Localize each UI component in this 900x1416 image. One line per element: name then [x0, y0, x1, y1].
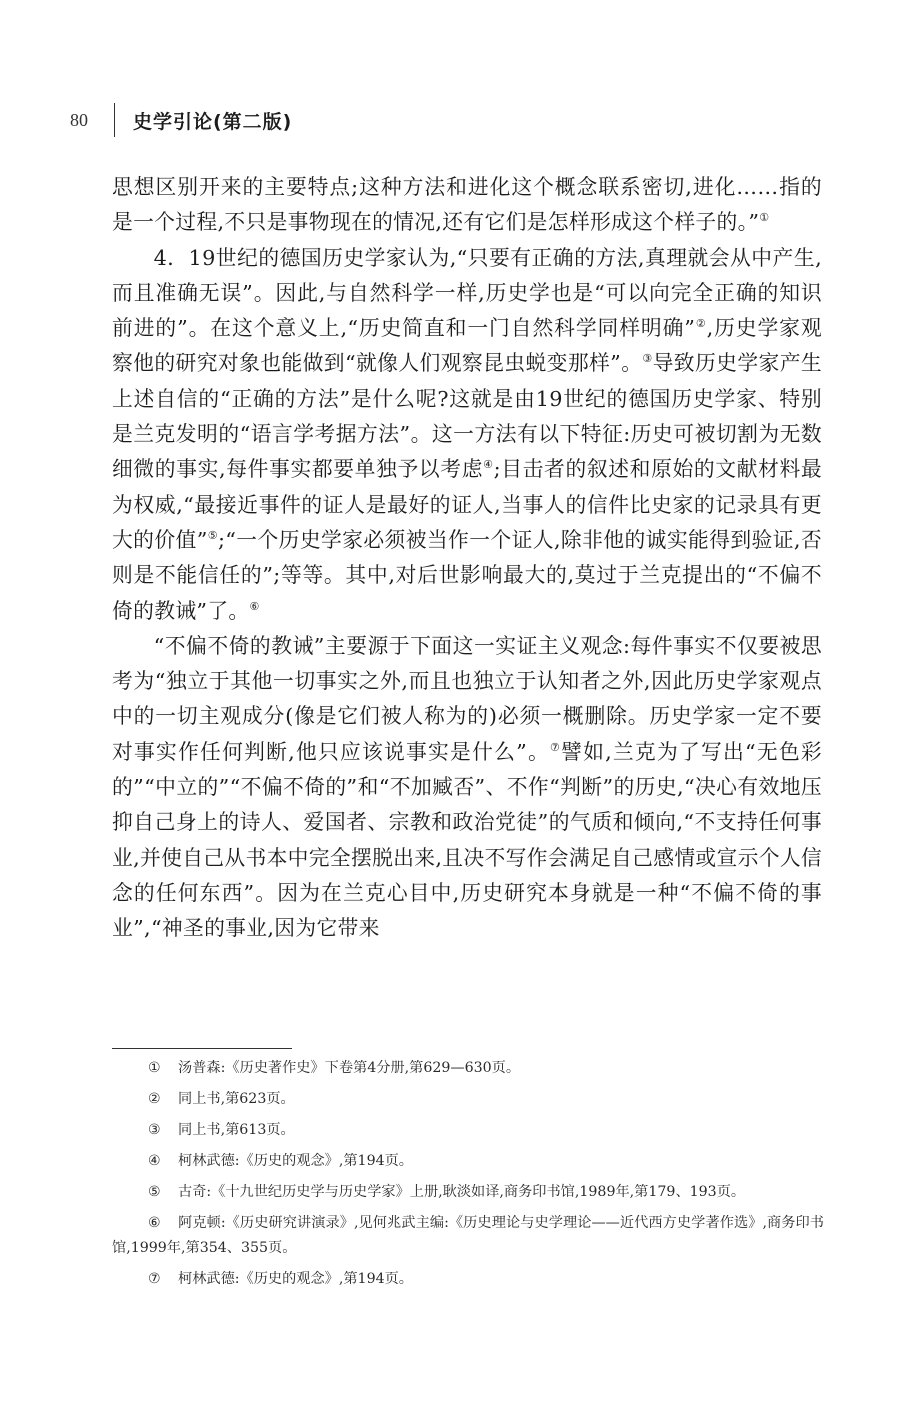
footnote-text: 汤普森:《历史著作史》下卷第4分册,第629—630页。 [178, 1060, 521, 1076]
paragraph-text: 思想区别开来的主要特点;这种方法和进化这个概念联系密切,进化……指的是一个过程,不只是事物现在的情况,还有它们是怎样形成这个样子的。” [112, 175, 822, 235]
footnote-ref-1: ① [759, 211, 770, 225]
footnote-mark: ⑦ [148, 1271, 161, 1287]
footnote-mark: ① [148, 1060, 161, 1076]
footnote-item [112, 1087, 824, 1112]
footnote-item [112, 1180, 824, 1205]
footnote-item [112, 1267, 824, 1292]
paragraph-text: ,历史学家观察他的研究对象也能做到“就像人们观察昆虫蜕变那样”。 [112, 316, 822, 376]
footnote-text: 同上书,第613页。 [178, 1122, 295, 1138]
footnote-mark: ⑤ [148, 1184, 161, 1200]
footnote-mark: ⑥ [148, 1215, 161, 1231]
footnote-ref-7: ⑦ [549, 740, 562, 754]
footnote-mark: ② [148, 1091, 161, 1107]
header-divider [114, 103, 115, 137]
footnote-ref-6: ⑥ [249, 599, 260, 613]
footnote-item [112, 1149, 824, 1174]
paragraph-2 [112, 241, 822, 629]
paragraph-text: 4．19世纪的德国历史学家认为,“只要有正确的方法,真理就会从中产生,而且准确无误”。因此,与自然科学一样,历史学也是“可以向完全正确的知识前进的”。在这个意义上,“历史简直和一门自然科学同样明确” [112, 245, 822, 341]
footnote-text: 柯林武德:《历史的观念》,第194页。 [178, 1153, 413, 1169]
footnote-ref-4: ④ [483, 458, 494, 472]
running-title: 史学引论(第二版) [133, 110, 293, 133]
paragraph-text: ;“一个历史学家必须被当作一个证人,除非他的诚实能得到验证,否则是不能信任的”;等等。其中,对后世影响最大的,莫过于兰克提出的“不偏不倚的教诫”了。 [112, 527, 822, 623]
paragraph-text: 导致历史学家产生上述自信的“正确的方法”是什么呢?这就是由19世纪的德国历史学家、特别是兰克发明的“语言学考据方法”。这一方法有以下特征:历史可被切割为无数细微的事实,每件事实都要单独予以考虑 [112, 351, 822, 482]
page-header [70, 100, 292, 140]
footnotes [112, 1056, 824, 1298]
footnote-mark: ③ [148, 1122, 161, 1138]
page-number: 80 [70, 109, 88, 130]
footnote-text: 古奇:《十九世纪历史学与历史学家》上册,耿淡如译,商务印书馆,1989年,第179、193页。 [178, 1184, 746, 1200]
footnote-item [112, 1118, 824, 1143]
paragraph-3 [112, 629, 822, 947]
paragraph-1 [112, 170, 822, 241]
footnote-divider [112, 1048, 292, 1049]
paragraph-text: ;目击者的叙述和原始的文献材料最为权威,“最接近事件的证人是最好的证人,当事人的信件比史家的记录具有更大的价值” [112, 457, 823, 552]
footnote-text: 柯林武德:《历史的观念》,第194页。 [178, 1271, 413, 1287]
footnote-text: 阿克顿:《历史研究讲演录》,见何兆武主编:《历史理论与史学理论——近代西方史学著作选》,商务印书馆,1999年,第354、355页。 [112, 1215, 824, 1256]
footnote-mark: ④ [148, 1153, 161, 1169]
footnote-item [112, 1211, 824, 1261]
footnote-ref-2: ② [695, 317, 707, 331]
body-text [112, 170, 822, 947]
footnote-item [112, 1056, 824, 1081]
paragraph-text: “不偏不倚的教诫”主要源于下面这一实证主义观念:每件事实不仅要被思考为“独立于其他一切事实之外,而且也独立于认知者之外,因此历史学家观点中的一切主观成分(像是它们被人称为的)必须一概删除。历史学家一定不要对事实作任何判断,他只应该说事实是什么”。 [112, 633, 822, 764]
footnote-text: 同上书,第623页。 [178, 1091, 295, 1107]
paragraph-text: 譬如,兰克为了写出“无色彩的”“中立的”“不偏不倚的”和“不加臧否”、不作“判断”的历史,“决心有效地压抑自己身上的诗人、爱国者、宗教和政治党徒”的气质和倾向,“不支持任何事业,并使自己从书本中完全摆脱出来,且决不写作会满足自己感情或宣示个人信念的任何东西”。因为在兰克心目中,历史研究本身就是一种“不偏不倚的事业”,“神圣的事业,因为它带来 [112, 739, 823, 941]
footnote-ref-3: ③ [642, 352, 653, 366]
footnote-ref-5: ⑤ [207, 529, 218, 543]
